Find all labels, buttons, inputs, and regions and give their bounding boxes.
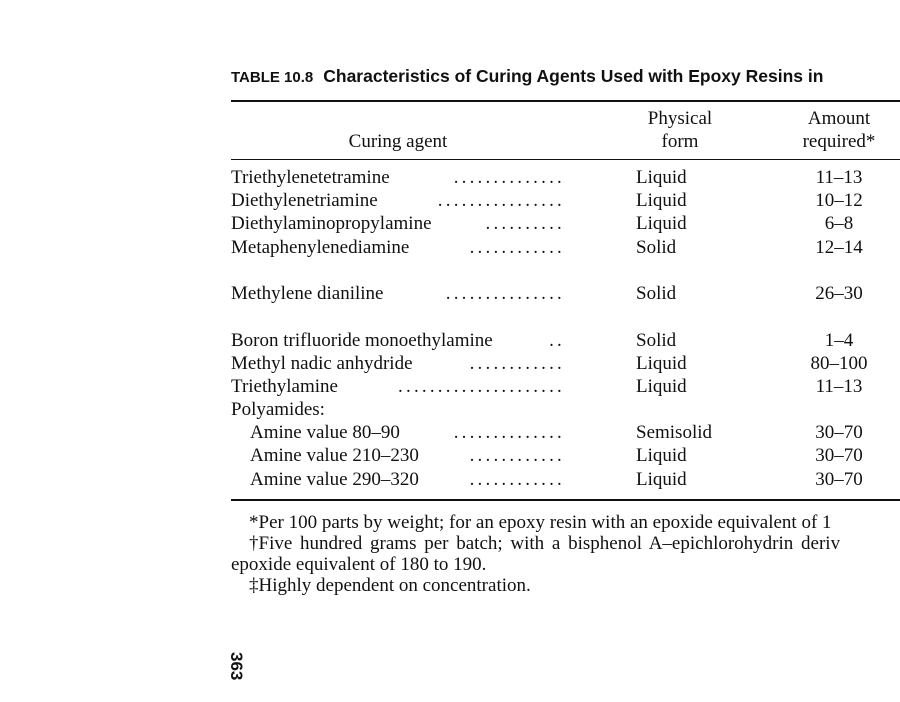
- header-curing-agent: Curing agent: [348, 131, 448, 152]
- physical-form-cell: Liquid: [636, 213, 687, 234]
- table-row: [0, 236, 900, 259]
- header-physical-form: [620, 107, 740, 153]
- agent-name: Amine value 210–230: [250, 445, 419, 466]
- curing-agent-cell: [231, 282, 565, 305]
- agent-name: Methylene dianiline: [231, 283, 384, 304]
- footnote-dagger-line2: epoxide equivalent of 180 to 190.: [231, 554, 487, 575]
- agent-name: Diethylenetriamine: [231, 190, 378, 211]
- footnote-asterisk: *Per 100 parts by weight; for an epoxy resin with an epoxide equivalent of 1: [249, 512, 832, 533]
- amount-cell: 26–30: [815, 283, 863, 304]
- agent-name: Methyl nadic anhydride: [231, 353, 413, 374]
- physical-form-cell: Solid: [636, 330, 677, 351]
- dot-leader: .....................: [398, 376, 565, 397]
- table-top-rule: [231, 100, 900, 102]
- dot-leader: ..............: [453, 167, 565, 188]
- physical-form-cell: Semisolid: [636, 422, 713, 443]
- table-caption: [231, 66, 823, 87]
- physical-form-cell: Liquid: [636, 376, 687, 397]
- table-label: TABLE 10.8: [231, 69, 314, 86]
- table-row: [0, 212, 900, 235]
- table-row: [0, 352, 900, 375]
- amount-cell: 10–12: [815, 190, 863, 211]
- curing-agent-cell: [231, 189, 565, 212]
- dot-leader: ............: [469, 353, 565, 374]
- physical-form-cell: Liquid: [636, 167, 687, 188]
- amount-cell: 30–70: [815, 445, 863, 466]
- table-title: Characteristics of Curing Agents Used with Epoxy Resins in: [323, 66, 824, 86]
- table-row: [0, 468, 900, 491]
- curing-agent-cell: [231, 352, 565, 375]
- header-form-line2: form: [661, 131, 699, 152]
- physical-form-cell: Liquid: [636, 469, 687, 490]
- curing-agent-cell: [231, 166, 565, 189]
- table-header-rule: [231, 159, 900, 160]
- footnote-dagger-line1: †Five hundred grams per batch; with a bisphenol A–epichlorohydrin deriv: [249, 533, 841, 554]
- header-amount-required: [778, 107, 900, 153]
- table-row: [0, 421, 900, 444]
- amount-cell: 11–13: [815, 167, 863, 188]
- curing-agent-cell: [231, 329, 565, 352]
- header-form-line1: Physical: [647, 108, 713, 129]
- table-row: [0, 375, 900, 398]
- amount-cell: 12–14: [815, 237, 863, 258]
- amount-cell: 30–70: [815, 469, 863, 490]
- physical-form-cell: Solid: [636, 283, 677, 304]
- table-bottom-rule: [231, 499, 900, 501]
- table-row: [0, 166, 900, 189]
- agent-name: Triethylamine: [231, 376, 338, 397]
- curing-agent-cell: [231, 236, 565, 259]
- physical-form-cell: Liquid: [636, 445, 687, 466]
- page-number: 363: [227, 652, 246, 681]
- dot-leader: ..: [549, 330, 565, 351]
- table-row: [0, 398, 900, 421]
- table-row: [0, 282, 900, 305]
- dot-leader: ..............: [453, 422, 565, 443]
- curing-agent-cell: [231, 375, 565, 398]
- table-row: [0, 329, 900, 352]
- dot-leader: ............: [469, 445, 565, 466]
- curing-agent-cell: [250, 444, 565, 467]
- agent-name: Diethylaminopropylamine: [231, 213, 432, 234]
- agent-name: Amine value 290–320: [250, 469, 419, 490]
- agent-name: Metaphenylenediamine: [231, 237, 410, 258]
- footnote-double-dagger: ‡Highly dependent on concentration.: [249, 575, 531, 596]
- dot-leader: ............: [469, 237, 565, 258]
- dot-leader: ..........: [485, 213, 565, 234]
- amount-cell: 6–8: [824, 213, 854, 234]
- agent-name: Boron trifluoride monoethylamine: [231, 330, 493, 351]
- curing-agent-cell: [231, 212, 565, 235]
- curing-agent-cell: [250, 421, 565, 444]
- amount-cell: 1–4: [824, 330, 854, 351]
- header-amount-line1: Amount: [807, 108, 871, 129]
- agent-name: Triethylenetetramine: [231, 167, 390, 188]
- amount-cell: 11–13: [815, 376, 863, 397]
- physical-form-cell: Liquid: [636, 190, 687, 211]
- table-footnotes: [231, 512, 900, 596]
- table-row: [0, 189, 900, 212]
- dot-leader: ...............: [445, 283, 565, 304]
- dot-leader: ............: [469, 469, 565, 490]
- curing-agent-cell: [250, 468, 565, 491]
- amount-cell: 30–70: [815, 422, 863, 443]
- agent-name: Polyamides:: [231, 399, 325, 420]
- table-row: [0, 444, 900, 467]
- amount-cell: 80–100: [810, 353, 868, 374]
- agent-name: Amine value 80–90: [250, 422, 400, 443]
- dot-leader: ................: [437, 190, 565, 211]
- physical-form-cell: Solid: [636, 237, 677, 258]
- physical-form-cell: Liquid: [636, 353, 687, 374]
- header-amount-line2: required*: [802, 131, 876, 152]
- curing-agent-cell: [231, 398, 565, 421]
